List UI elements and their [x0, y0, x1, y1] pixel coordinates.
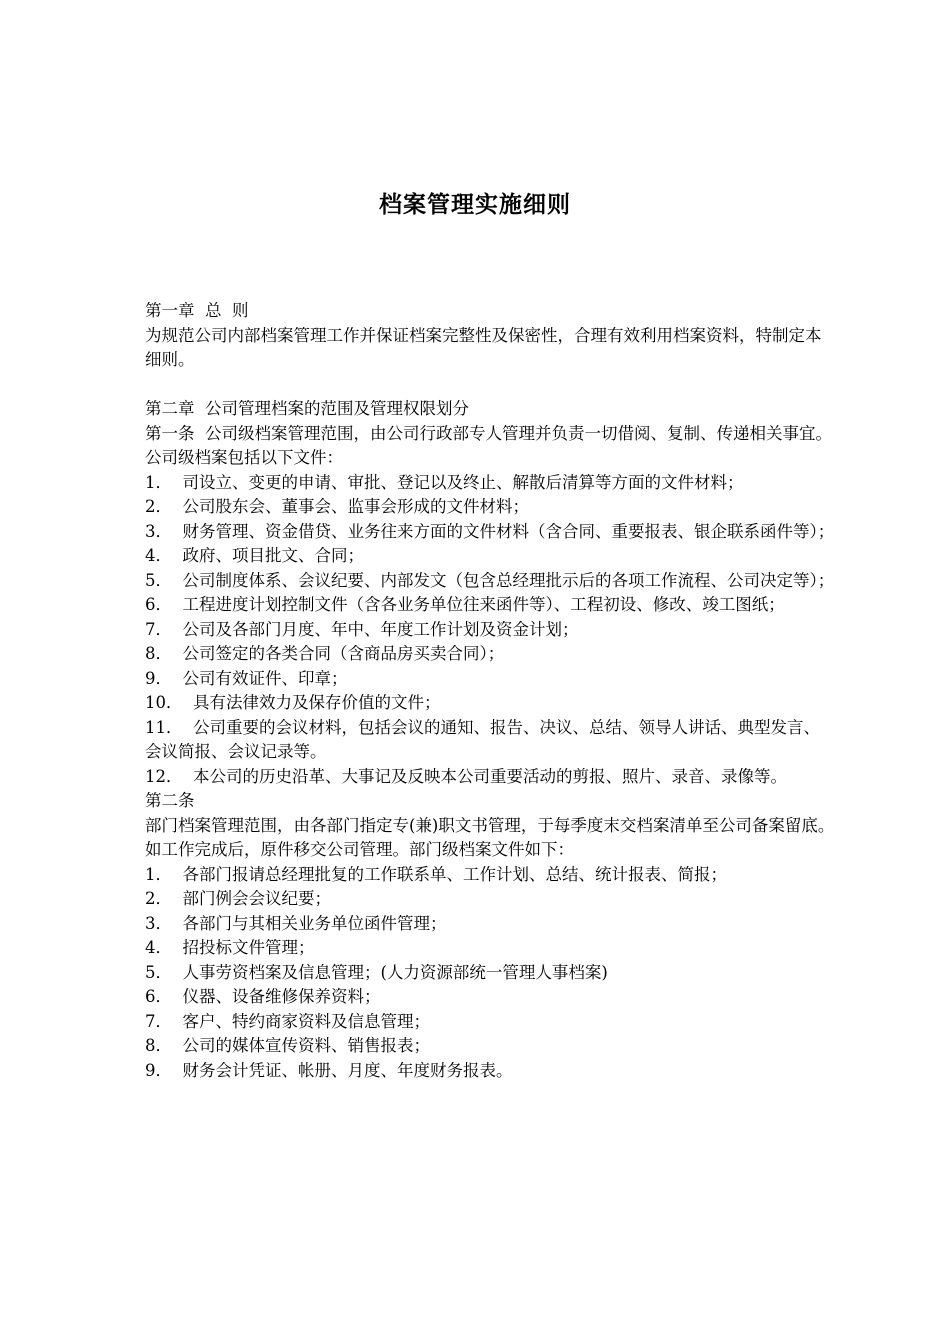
- blank-line: [145, 373, 835, 398]
- paragraph: 10． 具有法律效力及保存价值的文件；: [145, 693, 441, 712]
- paragraph: 3． 财务管理、资金借贷、业务往来方面的文件材料（含合同、重要报表、银企联系函件等）；: [145, 521, 835, 541]
- paragraph: 9． 公司有效证件、印章；: [145, 668, 348, 688]
- paragraph: 9． 财务会计凭证、帐册、月度、年度财务报表。: [145, 1060, 513, 1080]
- paragraph: 为规范公司内部档案管理工作并保证档案完整性及保密性，合理有效利用档案资料，特制定本细则。: [145, 325, 822, 369]
- paragraph: 第一条 公司级档案管理范围，由公司行政部专人管理并负责一切借阅、复制、传递相关事宜。公司级档案包括以下文件：: [145, 423, 832, 467]
- paragraph: 第一章 总 则: [145, 301, 249, 320]
- paragraph: 7． 公司及各部门月度、年中、年度工作计划及资金计划；: [145, 619, 579, 639]
- paragraph: 8． 公司签定的各类合同（含商品房买卖合同）；: [145, 644, 505, 663]
- paragraph: 第二章 公司管理档案的范围及管理权限划分: [145, 399, 469, 418]
- paragraph: 1． 司设立、变更的申请、审批、登记以及终止、解散后清算等方面的文件材料；: [145, 472, 744, 492]
- paragraph: 3． 各部门与其相关业务单位函件管理；: [145, 913, 447, 933]
- document-title: 档案管理实施细则: [379, 191, 571, 218]
- paragraph: 7． 客户、特约商家资料及信息管理；: [145, 1011, 430, 1031]
- paragraph: 8． 公司的媒体宣传资料、销售报表；: [145, 1036, 430, 1055]
- paragraph: 4． 招投标文件管理；: [145, 938, 315, 957]
- document-body: [145, 299, 835, 1083]
- paragraph: 部门档案管理范围，由各部门指定专(兼)职文书管理，于每季度末交档案清单至公司备案留底。如工作完成后，原件移交公司管理。部门级档案文件如下：: [145, 815, 835, 859]
- paragraph: 11． 公司重要的会议材料，包括会议的通知、报告、决议、总结、领导人讲话、典型发言、会议简报、会议记录等。: [145, 717, 820, 761]
- paragraph: 2． 公司股东会、董事会、监事会形成的文件材料；: [145, 497, 529, 516]
- paragraph: 第二条: [145, 791, 195, 810]
- paragraph: 2． 部门例会会议纪要；: [145, 889, 331, 908]
- paragraph: 6． 工程进度计划控制文件（含各业务单位往来函件等）、工程初设、修改、竣工图纸；: [145, 595, 785, 614]
- paragraph: 12． 本公司的历史沿革、大事记及反映本公司重要活动的剪报、照片、录音、录像等。: [145, 766, 787, 786]
- paragraph: 1． 各部门报请总经理批复的工作联系单、工作计划、总结、统计报表、简报；: [145, 864, 727, 884]
- paragraph: 5． 公司制度体系、会议纪要、内部发文（包含总经理批示后的各项工作流程、公司决定等）；: [145, 570, 835, 590]
- paragraph: 5． 人事劳资档案及信息管理；(人力资源部统一管理人事档案): [145, 962, 608, 982]
- paragraph: 6． 仪器、设备维修保养资料；: [145, 987, 381, 1006]
- paragraph: 4． 政府、项目批文、合同；: [145, 546, 364, 565]
